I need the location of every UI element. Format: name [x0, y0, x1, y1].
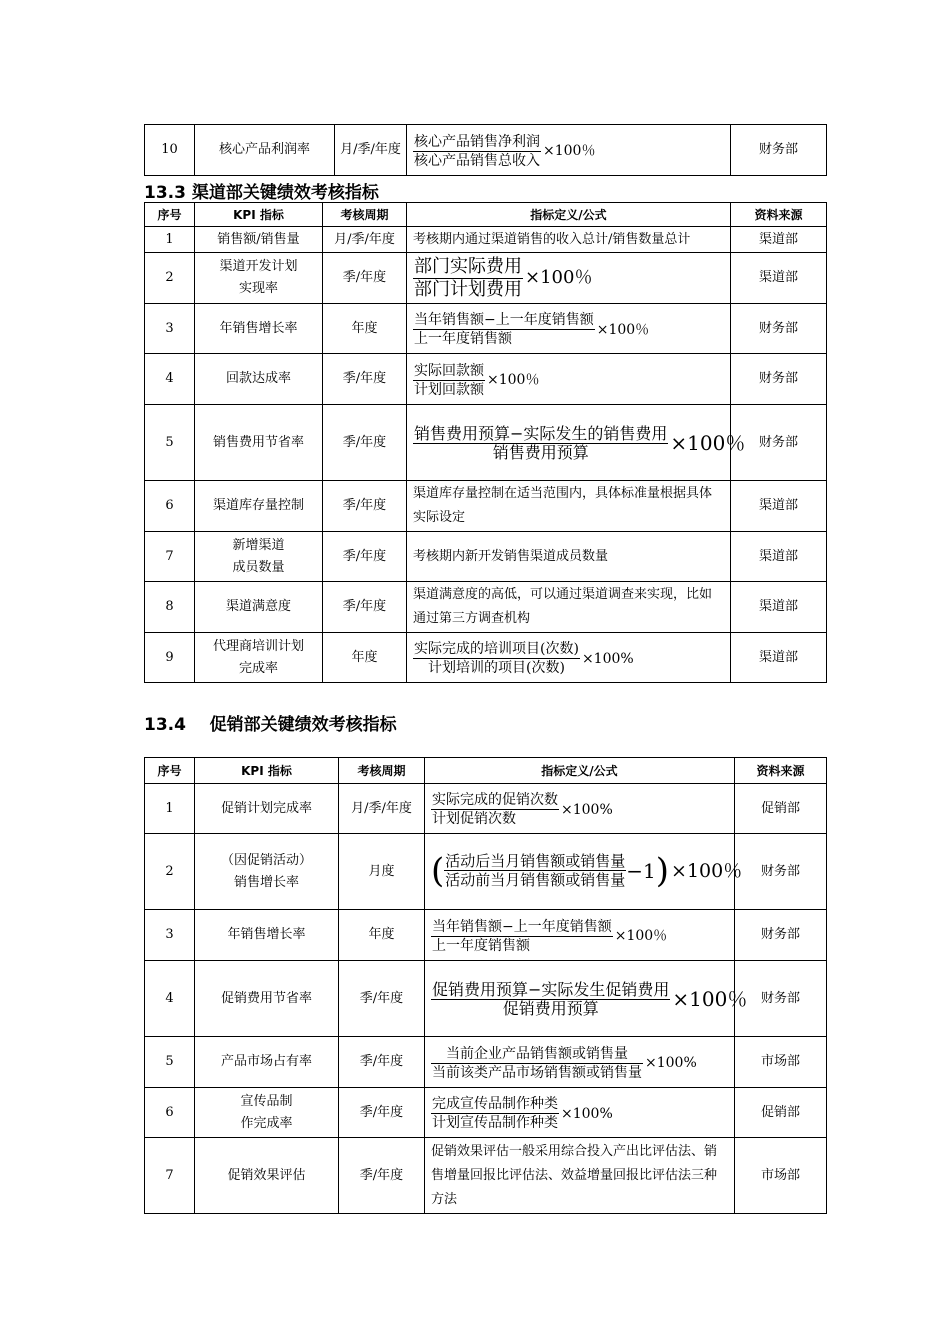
formula-multiplier: ×100％	[671, 859, 743, 882]
header-source: 资料来源	[735, 758, 827, 784]
cell-source: 财务部	[735, 834, 827, 910]
formula-multiplier: ×100％	[487, 372, 540, 388]
cell-period: 季/年度	[323, 253, 407, 304]
formula	[413, 425, 745, 462]
cell-period: 月/季/年度	[323, 227, 407, 253]
formula-denominator: 计划促销次数	[432, 811, 516, 827]
formula-multiplier: ×100％	[543, 143, 596, 159]
cell-formula	[425, 1088, 735, 1138]
formula-denominator: 促销费用预算	[502, 998, 599, 1018]
formula	[431, 852, 742, 889]
cell-source: 渠道部	[731, 532, 827, 582]
formula-numerator: 实际完成的培训项目(次数)	[414, 641, 579, 657]
cell-def: 促销效果评估一般采用综合投入产出比评估法、销售增量回报比评估法、效益增量回报比评估法三种方法	[425, 1138, 735, 1214]
cell-no: 8	[145, 582, 195, 633]
formula-numerator: 促销费用预算−实际发生促销费用	[432, 979, 670, 999]
cell-period: 季/年度	[339, 961, 425, 1037]
formula	[413, 640, 634, 677]
cell-formula	[425, 961, 748, 1037]
header-kpi: KPI 指标	[195, 203, 323, 227]
formula-numerator: 完成宣传品制作种类	[432, 1096, 558, 1112]
formula-numerator: 当年销售额−上一年度销售额	[414, 312, 594, 328]
cell-kpi: 核心产品利润率	[195, 125, 335, 176]
table-13-4	[144, 757, 827, 1214]
cell-no: 3	[145, 910, 195, 961]
cell-source: 渠道部	[731, 481, 827, 532]
formula-numerator: 销售费用预算−实际发生的销售费用	[414, 423, 668, 443]
cell-formula	[425, 784, 735, 834]
cell-no: 7	[145, 532, 195, 582]
table-row	[145, 633, 827, 683]
header-source: 资料来源	[731, 203, 827, 227]
header-period: 考核周期	[339, 758, 425, 784]
cell-source: 市场部	[735, 1138, 827, 1214]
cell-no: 2	[145, 834, 195, 910]
cell-kpi	[195, 253, 323, 304]
cell-kpi: 产品市场占有率	[195, 1037, 339, 1088]
table-13-3	[144, 202, 827, 683]
formula-denominator: 计划培训的项目(次数)	[428, 660, 565, 676]
cell-formula	[407, 253, 731, 304]
cell-no: 3	[145, 304, 195, 354]
kpi-line-1: 渠道开发计划	[219, 259, 298, 274]
formula-denominator: 计划回款额	[414, 381, 484, 398]
table-row	[145, 1138, 827, 1214]
formula-numerator: 核心产品销售净利润	[414, 133, 540, 150]
header-no: 序号	[145, 758, 195, 784]
cell-source: 财务部	[731, 354, 827, 405]
cell-source: 渠道部	[731, 227, 827, 253]
cell-period: 季/年度	[339, 1088, 425, 1138]
cell-formula	[407, 125, 731, 176]
table-row	[145, 784, 827, 834]
cell-kpi: 年销售增长率	[195, 304, 323, 354]
cell-period: 季/年度	[323, 481, 407, 532]
formula-numerator: 活动后当月销售额或销售量	[445, 852, 626, 871]
formula	[413, 133, 595, 170]
cell-kpi: 回款达成率	[195, 354, 323, 405]
cell-period: 季/年度	[323, 405, 407, 481]
cell-no: 7	[145, 1138, 195, 1214]
cell-period: 季/年度	[323, 532, 407, 582]
cell-period: 月/季/年度	[339, 784, 425, 834]
table-row	[145, 961, 827, 1037]
formula	[413, 311, 649, 348]
cell-formula	[407, 354, 731, 405]
left-paren: (	[431, 850, 445, 891]
header-period: 考核周期	[323, 203, 407, 227]
table-row	[145, 253, 827, 304]
formula-multiplier: ×100%	[581, 650, 634, 667]
cell-no: 1	[145, 227, 195, 253]
table-row	[145, 910, 827, 961]
formula-multiplier: ×100％	[614, 928, 668, 944]
cell-source: 财务部	[735, 961, 827, 1037]
table-row	[145, 304, 827, 354]
cell-kpi: 促销效果评估	[195, 1138, 339, 1214]
kpi-line-1: 新增渠道	[232, 537, 285, 553]
header-def: 指标定义/公式	[407, 203, 731, 227]
cell-kpi: 年销售增长率	[195, 910, 339, 961]
cell-period: 年度	[323, 304, 407, 354]
header-def: 指标定义/公式	[425, 758, 735, 784]
table-row	[145, 1088, 827, 1138]
kpi-line-2: 实现率	[238, 281, 278, 296]
cell-kpi: 渠道满意度	[195, 582, 323, 633]
cell-period: 年度	[323, 633, 407, 683]
cell-kpi: 销售费用节省率	[195, 405, 323, 481]
cell-period: 季/年度	[323, 582, 407, 633]
table-row	[145, 582, 827, 633]
kpi-line-1: 宣传品制	[240, 1093, 293, 1109]
cell-no: 4	[145, 961, 195, 1037]
cell-formula	[407, 304, 731, 354]
formula-denominator: 核心产品销售总收入	[414, 152, 540, 169]
formula-multiplier: ×100％	[596, 321, 650, 338]
cell-formula	[425, 834, 743, 910]
cell-source: 财务部	[735, 910, 827, 961]
formula-numerator: 当前企业产品销售额或销售量	[431, 1045, 643, 1064]
cell-no: 5	[145, 1037, 195, 1088]
formula-denominator: 部门计划费用	[414, 278, 522, 300]
cell-formula	[425, 910, 735, 961]
kpi-line-2: 作完成率	[240, 1115, 293, 1131]
formula-multiplier: ×100%	[645, 1055, 697, 1071]
formula-numerator: 实际完成的促销次数	[432, 792, 558, 808]
header-no: 序号	[145, 203, 195, 227]
cell-source: 促销部	[735, 1088, 827, 1138]
formula-numerator: 当年销售额−上一年度销售额	[432, 918, 612, 935]
cell-source: 渠道部	[731, 633, 827, 683]
table-header-row	[145, 203, 827, 227]
cell-period: 季/年度	[339, 1138, 425, 1214]
cell-period: 季/年度	[323, 354, 407, 405]
cell-period: 月/季/年度	[335, 125, 407, 176]
cell-def: 渠道满意度的高低，可以通过渠道调查来实现，比如通过第三方调查机构	[407, 582, 731, 633]
section-title-13-4: 13.4 促销部关键绩效考核指标	[144, 715, 397, 735]
kpi-line-2: 完成率	[238, 660, 278, 676]
cell-def: 考核期内新开发销售渠道成员数量	[407, 532, 731, 582]
kpi-line-1: （因促销活动）	[220, 852, 312, 868]
cell-source: 财务部	[731, 125, 827, 176]
formula-denominator: 当前该类产品市场销售额或销售量	[432, 1064, 642, 1081]
formula-multiplier: ×100％	[525, 267, 593, 288]
formula	[431, 1045, 697, 1082]
table-row	[145, 481, 827, 532]
table-header-row	[145, 758, 827, 784]
formula-multiplier: ×100%	[561, 1105, 613, 1122]
cell-kpi: 促销计划完成率	[195, 784, 339, 834]
formula-numerator: 实际回款额	[414, 362, 484, 379]
cell-no: 2	[145, 253, 195, 304]
formula-multiplier: ×100％	[672, 987, 748, 1011]
formula-denominator: 活动前当月销售额或销售量	[445, 871, 626, 890]
cell-kpi	[195, 834, 339, 910]
kpi-line-2: 销售增长率	[233, 874, 299, 890]
cell-period: 月度	[339, 834, 425, 910]
cell-source: 市场部	[735, 1037, 827, 1088]
right-paren: )	[655, 850, 670, 891]
formula	[431, 791, 613, 828]
cell-no: 1	[145, 784, 195, 834]
cell-no: 6	[145, 1088, 195, 1138]
cell-no: 4	[145, 354, 195, 405]
table-top	[144, 124, 827, 176]
table-row	[145, 227, 827, 253]
cell-kpi: 销售额/销售量	[195, 227, 323, 253]
cell-source: 促销部	[735, 784, 827, 834]
table-row	[145, 125, 827, 176]
table-row	[145, 834, 827, 910]
header-kpi: KPI 指标	[195, 758, 339, 784]
formula-denominator: 上一年度销售额	[414, 331, 512, 347]
kpi-line-2: 成员数量	[232, 559, 285, 575]
cell-kpi: 促销费用节省率	[195, 961, 339, 1037]
cell-source: 财务部	[731, 405, 827, 481]
cell-source: 渠道部	[731, 253, 827, 304]
table-row	[145, 405, 827, 481]
formula-denominator: 上一年度销售额	[432, 937, 530, 954]
kpi-line-1: 代理商培训计划	[212, 638, 304, 654]
cell-no: 6	[145, 481, 195, 532]
formula-numerator: 部门实际费用	[414, 255, 522, 277]
cell-kpi	[195, 633, 323, 683]
formula-multiplier: ×100%	[561, 801, 613, 818]
table-row	[145, 1037, 827, 1088]
formula	[413, 256, 592, 301]
cell-source: 渠道部	[731, 582, 827, 633]
cell-formula	[425, 1037, 735, 1088]
cell-source: 财务部	[731, 304, 827, 354]
formula-multiplier: ×100％	[670, 431, 746, 455]
cell-period: 季/年度	[339, 1037, 425, 1088]
cell-def: 渠道库存量控制在适当范围内，具体标准量根据具体实际设定	[407, 481, 731, 532]
cell-kpi	[195, 532, 323, 582]
formula	[431, 1095, 613, 1132]
table-row	[145, 354, 827, 405]
cell-no: 9	[145, 633, 195, 683]
cell-def: 考核期内通过渠道销售的收入总计/销售数量总计	[407, 227, 731, 253]
formula-minus-one: −1	[626, 858, 656, 883]
cell-formula	[407, 633, 731, 683]
cell-formula	[407, 405, 746, 481]
formula	[413, 362, 539, 399]
cell-period: 年度	[339, 910, 425, 961]
table-row	[145, 532, 827, 582]
formula-denominator: 计划宣传品制作种类	[432, 1115, 558, 1131]
cell-no: 5	[145, 405, 195, 481]
section-title-13-3: 13.3 渠道部关键绩效考核指标	[144, 183, 379, 203]
formula-denominator: 销售费用预算	[492, 442, 589, 462]
cell-kpi: 渠道库存量控制	[195, 481, 323, 532]
formula	[431, 981, 747, 1018]
cell-no: 10	[145, 125, 195, 176]
formula	[431, 918, 667, 955]
cell-kpi	[195, 1088, 339, 1138]
